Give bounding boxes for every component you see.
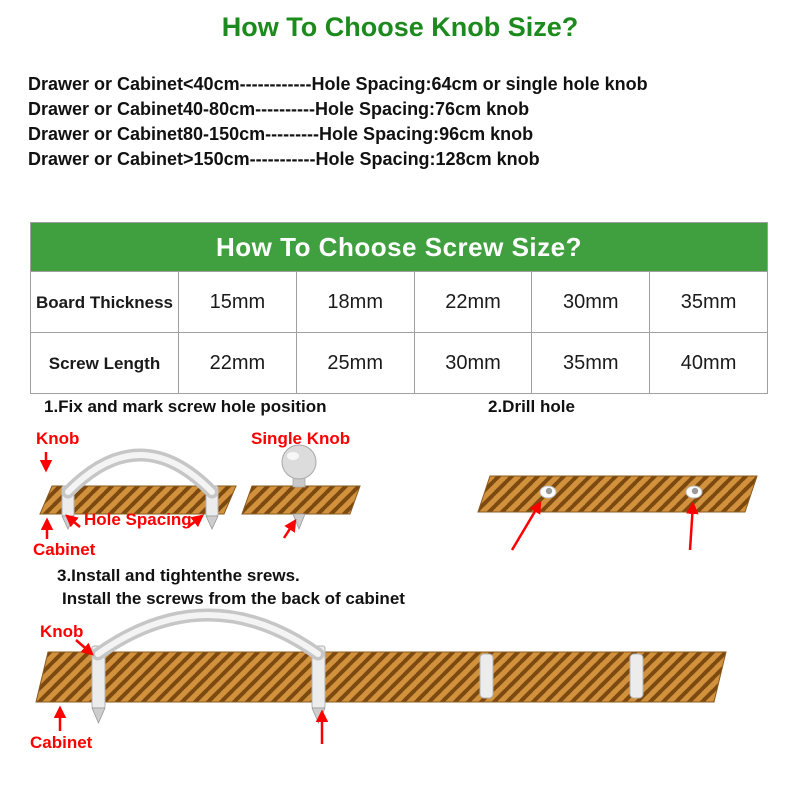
knob-rule-line-2: Drawer or Cabinet40-80cm----------Hole Spacing:76cm knob (28, 99, 530, 119)
knob-label-step1: Knob (36, 429, 80, 448)
step1-text: 1.Fix and mark screw hole position (44, 397, 327, 416)
screw-in-hole-right (692, 488, 698, 494)
screw-length-value: 25mm (296, 333, 414, 394)
board-thickness-value: 35mm (650, 272, 768, 333)
screw-length-header: Screw Length (31, 333, 179, 394)
knob-rule-line-4: Drawer or Cabinet>150cm-----------Hole Spacing:128cm knob (28, 149, 540, 169)
step3-text-line2: Install the screws from the back of cabinet (62, 589, 405, 608)
board-thickness-value: 18mm (296, 272, 414, 333)
cabinet-plank-step2 (478, 476, 757, 512)
cabinet-plank-single-knob (242, 486, 360, 514)
board-thickness-value: 15mm (179, 272, 297, 333)
page-title: How To Choose Knob Size? (221, 12, 579, 42)
board-thickness-header: Board Thickness (31, 272, 179, 333)
screw-length-value: 30mm (414, 333, 532, 394)
single-knob-screw-arrow (284, 521, 295, 538)
board-thickness-value: 22mm (414, 272, 532, 333)
board-thickness-value: 30mm (532, 272, 650, 333)
single-knob-shape (282, 445, 316, 479)
knob-label-step3: Knob (40, 622, 84, 641)
step2-text: 2.Drill hole (488, 397, 575, 416)
cabinet-plank-step3 (36, 652, 726, 702)
knob-highlight (287, 452, 299, 460)
screw-tip-right (206, 516, 218, 529)
cabinet-label-step3: Cabinet (30, 733, 93, 752)
screw-length-value: 40mm (650, 333, 768, 394)
screw-table-title: How To Choose Screw Size? (31, 223, 768, 272)
knob-rule-line-3: Drawer or Cabinet80-150cm---------Hole Spacing:96cm knob (28, 124, 534, 144)
back-screw-post-right (630, 654, 643, 698)
screw-in-hole-left (546, 488, 552, 494)
step3-text-line1: 3.Install and tightenthe srews. (57, 566, 300, 585)
screw-tip-handle2-left (92, 708, 105, 723)
hole-spacing-label: Hole Spacing (84, 510, 192, 529)
screw-length-value: 35mm (532, 333, 650, 394)
knob-rule-line-1: Drawer or Cabinet<40cm------------Hole Spacing:64cm or single hole knob (28, 74, 648, 94)
back-screw-post-left (480, 654, 493, 698)
screw-length-value: 22mm (179, 333, 297, 394)
cabinet-label-step1: Cabinet (33, 540, 96, 559)
single-knob-label: Single Knob (251, 429, 351, 448)
